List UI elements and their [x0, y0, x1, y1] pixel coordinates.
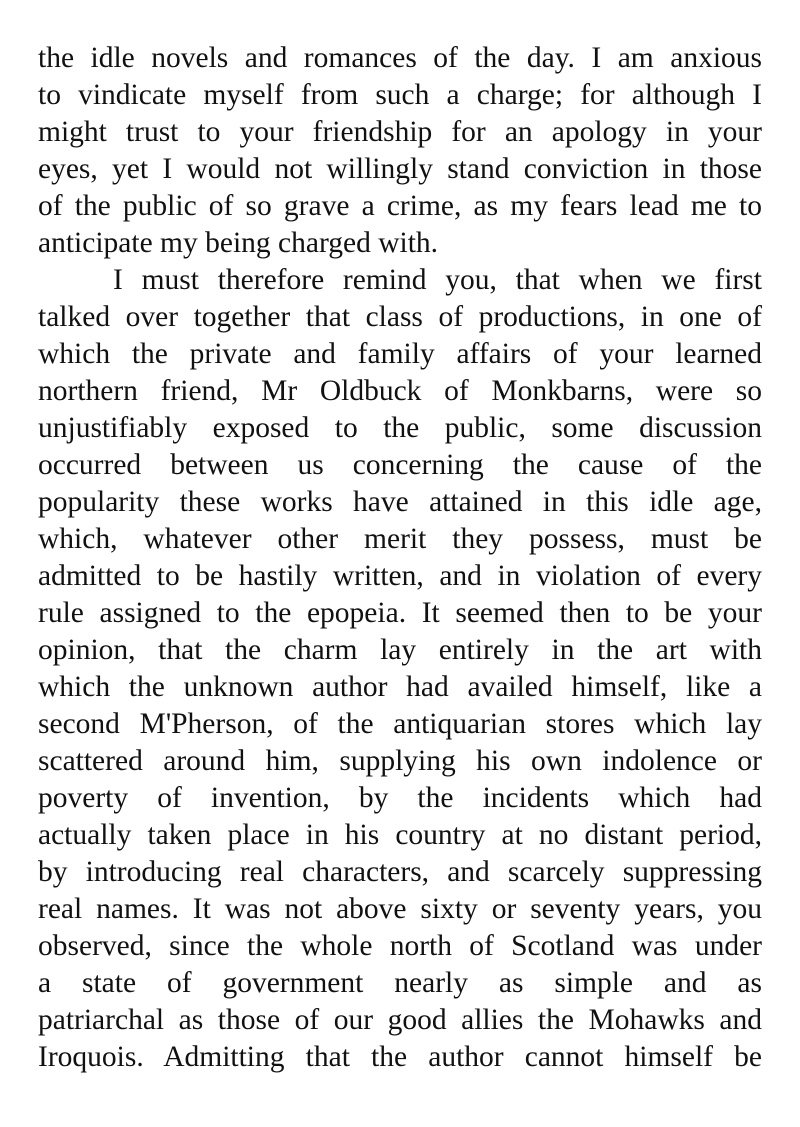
- text-line: opinion, that the charm lay entirely in the art with: [38, 634, 762, 666]
- text-line: a state of government nearly as simple and as: [38, 967, 762, 999]
- text-line: which the unknown author had availed himself, like a: [38, 671, 762, 703]
- text-line: to vindicate myself from such a charge; for although I: [38, 79, 762, 111]
- text-line: actually taken place in his country at no distant period,: [38, 819, 762, 851]
- text-line: poverty of invention, by the incidents which had: [38, 782, 762, 814]
- text-line: patriarchal as those of our good allies the Mohawks and: [38, 1004, 762, 1036]
- text-line: which, whatever other merit they possess, must be: [38, 523, 762, 555]
- text-line: unjustifiably exposed to the public, some discussion: [38, 412, 762, 444]
- text-line: anticipate my being charged with.: [38, 227, 439, 259]
- text-line: real names. It was not above sixty or seventy years, you: [38, 893, 762, 925]
- text-line: rule assigned to the epopeia. It seemed then to be your: [38, 597, 762, 629]
- text-line: admitted to be hastily written, and in violation of every: [38, 560, 762, 592]
- text-line: scattered around him, supplying his own indolence or: [38, 745, 762, 777]
- text-line: by introducing real characters, and scarcely suppressing: [38, 856, 762, 888]
- text-line: the idle novels and romances of the day. I am anxious: [38, 42, 762, 74]
- paragraph-1: [38, 40, 762, 262]
- text-line: Iroquois. Admitting that the author cannot himself be: [38, 1041, 762, 1073]
- text-line: might trust to your friendship for an apology in your: [38, 116, 762, 148]
- text-line: popularity these works have attained in this idle age,: [38, 486, 762, 518]
- text-line: eyes, yet I would not willingly stand conviction in those: [38, 153, 762, 185]
- text-line: talked over together that class of productions, in one of: [38, 301, 762, 333]
- text-line: observed, since the whole north of Scotland was under: [38, 930, 762, 962]
- paragraph-2: [38, 262, 762, 1076]
- page-text: [38, 40, 762, 1076]
- text-line: I must therefore remind you, that when we first: [113, 264, 762, 296]
- text-line: second M'Pherson, of the antiquarian stores which lay: [38, 708, 762, 740]
- text-line: of the public of so grave a crime, as my fears lead me to: [38, 190, 762, 222]
- text-line: which the private and family affairs of your learned: [38, 338, 762, 370]
- text-line: northern friend, Mr Oldbuck of Monkbarns, were so: [38, 375, 762, 407]
- text-line: occurred between us concerning the cause of the: [38, 449, 762, 481]
